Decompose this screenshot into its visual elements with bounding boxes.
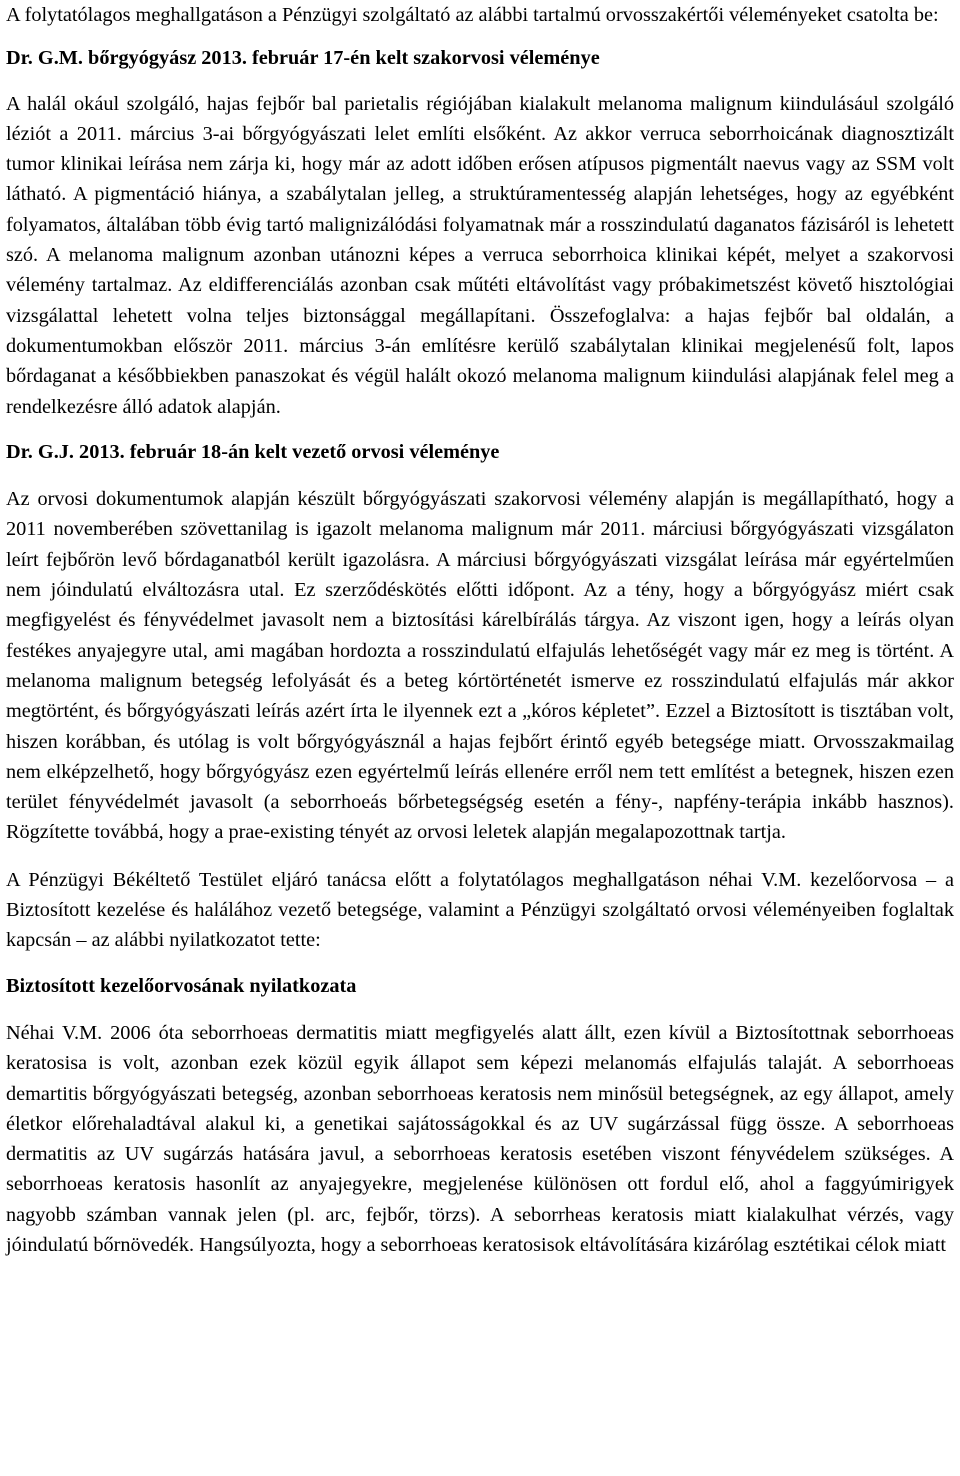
opinion2-body: Az orvosi dokumentumok alapján készült bőrgyógyászati szakorvosi vélemény alapján is megállapítható, hogy a 2011 novemberében szövettanilag is igazolt melanoma malignum már 2011. márciusi bőrgyógyászati vizsgálaton leírt fejbőrön levő bőrdaganatból került igazolásra. A márciusi bőrgyógyászati vizsgálat leírása már egyértelműen nem jóindulatú elváltozásra utal. Ez szerződéskötés előtti időpont. Az a tény, hogy a bőrgyógyász miért csak megfigyelést és fényvédelmet javasolt nem a biztosítási kárelbírálás tárgya. Az viszont igen, hogy a leírás olyan festékes anyajegyre utal, ami magában hordozta a rosszindulatú elfajulás lehetőségét vagy már ez meg is történt. A melanoma malignum betegség lefolyását és a beteg kórtörténetét ismerve ez rosszindulatú elfajulás már akkor megtörtént, és bőrgyógyászati leírás azért írta le ilyennek ezt a „kóros képletet”. Ezzel a Biztosított is tisztában volt, hiszen korábban, és utólag is volt bőrgyógyásznál a hajas fejbőrt érintő egyéb betegsége miatt. Orvosszakmailag nem elképzelhető, hogy bőrgyógyász ezen egyértelmű leírás ellenére erről nem tett említést a betegnek, hiszen ezen terület fényvédelmét javasolt (a seborrhoeás bőrbetegségség esetén a fény-, napfény-terápia inkább hasznos). Rögzítette továbbá, hogy a prae-existing tényét az orvosi leletek alapján megalapozottnak tartja. xyxy=(6,488,954,844)
statement-heading: Biztosított kezelőorvosának nyilatkozata xyxy=(6,974,357,997)
opinion2-heading: Dr. G.J. 2013. február 18-án kelt vezető orvosi véleménye xyxy=(6,440,500,463)
board-paragraph: A Pénzügyi Békéltető Testület eljáró tanácsa előtt a folytatólagos meghallgatáson néhai V.M. kezelőorvosa – a Biztosított kezelése és halálához vezető betegsége, valamint a Pénzügyi szolgáltató orvosi véleményeiben foglaltak kapcsán – az alábbi nyilatkozatot tette: xyxy=(6,868,954,952)
intro-paragraph: A folytatólagos meghallgatáson a Pénzügyi szolgáltató az alábbi tartalmú orvosszakértői véleményeket csatolta be: xyxy=(6,4,939,26)
document-page xyxy=(6,0,954,1260)
statement-body: Néhai V.M. 2006 óta seborrhoeas dermatitis miatt megfigyelés alatt állt, ezen kívül a Biztosítottnak seborrhoeas keratosisa is volt, azonban ezek közül egyik állapot sem képezi melanomás elfajulás talaját. A seborrhoeas demartitis bőrgyógyászati betegség, azonban seborrhoeas keratosis nem minősül betegségnek, az egy állapot, amely életkor előrehaladtával alakul ki, a genetikai sajátosságokkal és az UV sugárzással függ össze. A seborrhoeas dermatitis az UV sugárzás hatására javul, a seborrhoeas keratosis esetében viszont fényvédelem szükséges. A seborrhoeas keratosis hasonlít az anyajegyekre, megjelenése különösen ott fordul elő, ahol a faggyúmirigyek nagyobb számban vannak jelen (pl. arc, fejbőr, törzs). A seborrheas keratosis miatt kialakulhat vérzés, vagy jóindulatú bőrnövedék. Hangsúlyozta, hogy a seborrhoeas keratosisok eltávolítására kizárólag esztétikai célok miatt xyxy=(6,1021,954,1256)
opinion1-heading: Dr. G.M. bőrgyógyász 2013. február 17-én kelt szakorvosi véleménye xyxy=(6,47,600,70)
opinion1-body: A halál okául szolgáló, hajas fejbőr bal parietalis régiójában kialakult melanoma malignum kiindulásául szolgáló léziót a 2011. március 3-ai bőrgyógyászati lelet említi elsőként. Az akkor verruca seborrhoicának diagnosztizált tumor klinikai leírása nem zárja ki, hogy már az adott időben erősen atípusos pigmentált naevus vagy az SSM volt látható. A pigmentáció hiánya, a szabálytalan jelleg, a struktúramentesség alapján lehetséges, hogy az egyébként folyamatos, általában több évig tartó malignizálódási folyamatnak már a rosszindulatú daganatos fázisáról is lehetett szó. A melanoma malignum azonban utánozni képes a verruca seborrhoica klinikai képét, melyet a szakorvosi vélemény tartalmaz. Az eldifferenciálás azonban csak műtéti eltávolítást vagy próbakimetszést követő hisztológiai vizsgálattal lehetett volna teljes biztonsággal megállapítani. Összefoglalva: a hajas fejbőr bal oldalán, a dokumentumokban először 2011. március 3-án említésre kerülő szabálytalan klinikai megjelenésű folt, lapos bőrdaganat a későbbiekben panaszokat és végül halált okozó melanoma malignum kiindulási alapjának felel meg a rendelkezésre álló adatok alapján. xyxy=(6,92,954,418)
